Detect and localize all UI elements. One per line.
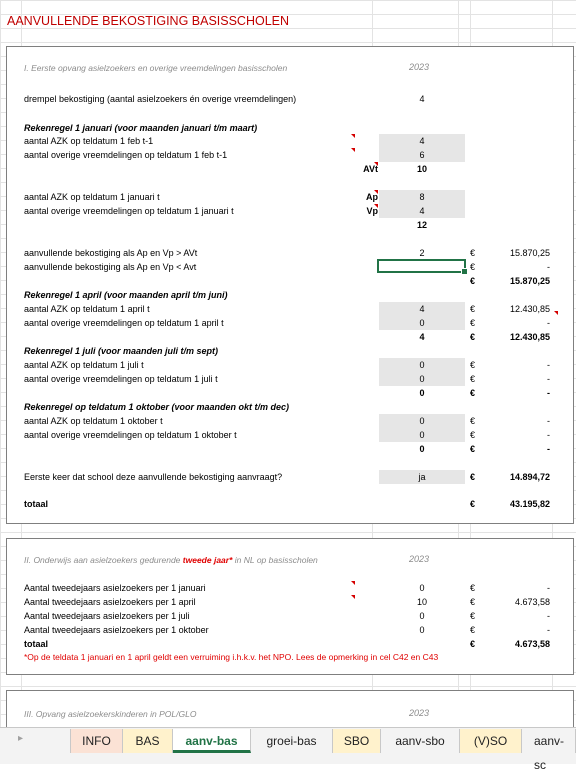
section-3-header: III. Opvang asielzoekerskinderen in POL/GLO <box>24 709 197 719</box>
rule-apr-overig-euro: € <box>470 318 476 328</box>
first-time-amount[interactable]: 14.894,72 <box>509 472 550 482</box>
rule-jul-overig-value[interactable]: 0 <box>379 372 465 386</box>
rule-jan-azk-value[interactable]: 4 <box>379 134 465 148</box>
rule-apr-sum[interactable]: 4 <box>419 332 425 342</box>
tab-vso[interactable]: (V)SO <box>460 729 522 753</box>
ab2-label: aanvullende bekostiging als Ap en Vp < Avt <box>24 262 197 272</box>
section-1-total-euro: € <box>470 499 476 509</box>
row-amount[interactable]: 4.673,58 <box>514 597 550 607</box>
section-3-year: 2023 <box>409 708 430 718</box>
section-2-header <box>24 554 318 566</box>
row-value[interactable]: 0 <box>419 625 425 635</box>
table-row <box>7 609 573 623</box>
rule-okt-sum-euro: € <box>470 444 476 454</box>
rule-okt-azk-amount[interactable]: - <box>547 416 550 426</box>
rule-apr-azk-label: aantal AZK op teldatum 1 april t <box>24 304 150 314</box>
rule-okt-overig-amount[interactable]: - <box>547 430 550 440</box>
tab-sbo[interactable]: SBO <box>333 729 381 753</box>
tab-aanv-bas[interactable]: aanv-bas <box>173 729 251 753</box>
section-2-note: *Op de teldata 1 januari en 1 april geldt een verruiming i.h.k.v. het NPO. Lees de opmerking in cel C42 en C43 <box>24 652 439 662</box>
rule-jan-overig-label: aantal overige vreemdelingen op teldatum 1 feb t-1 <box>24 150 228 160</box>
rule-okt-overig-euro: € <box>470 430 476 440</box>
rule-okt-sum-amount[interactable]: - <box>547 444 550 454</box>
row-value[interactable]: 0 <box>419 611 425 621</box>
section-2-year: 2023 <box>409 554 430 564</box>
comment-marker[interactable] <box>351 581 355 585</box>
section-2-header-part-3: in NL op basisscholen <box>234 555 318 565</box>
rule-jul-title: Rekenregel 1 juli (voor maanden juli t/m sept) <box>24 346 219 356</box>
ab2-amount[interactable]: - <box>547 262 550 272</box>
row-amount[interactable]: - <box>547 583 550 593</box>
section-1-total-label: totaal <box>24 499 49 509</box>
rule-apr-title: Rekenregel 1 april (voor maanden april t/m juni) <box>24 290 228 300</box>
rule-apr-sum-euro: € <box>470 332 476 342</box>
rule-jul-sum-euro: € <box>470 388 476 398</box>
rule-jul-azk-amount[interactable]: - <box>547 360 550 370</box>
comment-marker[interactable] <box>374 190 378 194</box>
rule-jul-sum[interactable]: 0 <box>419 388 425 398</box>
section-1-year: 2023 <box>409 62 430 72</box>
row-euro: € <box>470 611 476 621</box>
rule-apr-azk-amount[interactable]: 12.430,85 <box>509 304 550 314</box>
rule-okt-overig-label: aantal overige vreemdelingen op teldatum 1 oktober t <box>24 430 237 440</box>
section-1-box <box>6 46 574 524</box>
table-row <box>7 623 573 637</box>
ap-value[interactable]: 8 <box>379 190 465 204</box>
sheet-tab-bar <box>0 727 576 772</box>
row-value[interactable]: 0 <box>419 583 425 593</box>
selected-cell[interactable] <box>377 259 466 273</box>
ab1-label: aanvullende bekostiging als Ap en Vp > AVt <box>24 248 198 258</box>
avt-value[interactable]: 10 <box>416 164 427 174</box>
section-2-total-label: totaal <box>24 639 49 649</box>
rule-okt-azk-euro: € <box>470 416 476 426</box>
sheet-title: AANVULLENDE BEKOSTIGING BASISSCHOLEN <box>7 14 290 28</box>
rule-jan-t-sum[interactable]: 12 <box>416 220 427 230</box>
tab-aanv-sbo[interactable]: aanv-sbo <box>381 729 460 753</box>
rule-jan-overig-value[interactable]: 6 <box>379 148 465 162</box>
drempel-label: drempel bekostiging (aantal asielzoekers én overige vreemdelingen) <box>24 94 297 104</box>
ab1-value[interactable]: 2 <box>419 248 425 258</box>
rule-jul-azk-euro: € <box>470 360 476 370</box>
section-2-box <box>6 538 574 675</box>
first-time-euro: € <box>470 472 476 482</box>
ab-total-amount[interactable]: 15.870,25 <box>509 276 550 286</box>
row-amount[interactable]: - <box>547 625 550 635</box>
row-euro: € <box>470 597 476 607</box>
rule-apr-overig-value[interactable]: 0 <box>379 316 465 330</box>
row-label: Aantal tweedejaars asielzoekers per 1 april <box>24 597 196 607</box>
tab-groei-bas[interactable]: groei-bas <box>251 729 333 753</box>
comment-marker[interactable] <box>374 162 378 166</box>
ab2-euro: € <box>470 262 476 272</box>
row-value[interactable]: 10 <box>416 597 427 607</box>
ab-total-euro: € <box>470 276 476 286</box>
rule-jan-azk-label: aantal AZK op teldatum 1 feb t-1 <box>24 136 154 146</box>
first-time-value[interactable]: ja <box>379 470 465 484</box>
rule-jul-azk-label: aantal AZK op teldatum 1 juli t <box>24 360 144 370</box>
vp-value[interactable]: 4 <box>379 204 465 218</box>
rule-okt-sum[interactable]: 0 <box>419 444 425 454</box>
drempel-value[interactable]: 4 <box>419 94 425 104</box>
row-euro: € <box>470 583 476 593</box>
section-2-total-euro: € <box>470 639 476 649</box>
comment-marker[interactable] <box>374 204 378 208</box>
table-row <box>7 581 573 595</box>
rule-jul-azk-value[interactable]: 0 <box>379 358 465 372</box>
vp-label: Vp <box>366 206 378 216</box>
rule-apr-azk-euro: € <box>470 304 476 314</box>
row-amount[interactable]: - <box>547 611 550 621</box>
row-label: Aantal tweedejaars asielzoekers per 1 januari <box>24 583 206 593</box>
rule-jul-overig-amount[interactable]: - <box>547 374 550 384</box>
rule-jan-title: Rekenregel 1 januari (voor maanden januari t/m maart) <box>24 123 258 133</box>
rule-jan-t-overig-label: aantal overige vreemdelingen op teldatum 1 januari t <box>24 206 234 216</box>
rule-jul-sum-amount[interactable]: - <box>547 388 550 398</box>
ab1-euro: € <box>470 248 476 258</box>
rule-okt-azk-label: aantal AZK op teldatum 1 oktober t <box>24 416 163 426</box>
comment-marker[interactable] <box>554 311 558 315</box>
rule-jul-overig-label: aantal overige vreemdelingen op teldatum 1 juli t <box>24 374 218 384</box>
first-time-label: Eerste keer dat school deze aanvullende bekostiging aanvraagt? <box>24 472 283 482</box>
rule-apr-sum-amount[interactable]: 12.430,85 <box>509 332 550 342</box>
triangle-right-icon[interactable]: ▸ <box>18 733 24 744</box>
tab-info[interactable]: INFO <box>70 729 123 753</box>
comment-marker[interactable] <box>351 595 355 599</box>
rule-okt-overig-value[interactable]: 0 <box>379 428 465 442</box>
comment-marker[interactable] <box>351 134 355 138</box>
comment-marker[interactable] <box>351 148 355 152</box>
tab-aanv-sc[interactable]: aanv-sc <box>522 729 576 753</box>
section-2-header-part-1: II. Onderwijs aan asielzoekers gedurende <box>24 555 181 565</box>
rule-okt-title: Rekenregel op teldatum 1 oktober (voor maanden okt t/m dec) <box>24 402 290 412</box>
rule-apr-overig-label: aantal overige vreemdelingen op teldatum 1 april t <box>24 318 224 328</box>
row-label: Aantal tweedejaars asielzoekers per 1 juli <box>24 611 190 621</box>
row-euro: € <box>470 625 476 635</box>
rule-jan-t-azk-label: aantal AZK op teldatum 1 januari t <box>24 192 160 202</box>
section-2-header-emphasis: tweede jaar* <box>182 555 233 565</box>
ab1-amount[interactable]: 15.870,25 <box>509 248 550 258</box>
section-2-total-amount[interactable]: 4.673,58 <box>514 639 550 649</box>
rule-apr-overig-amount[interactable]: - <box>547 318 550 328</box>
section-1-header: I. Eerste opvang asielzoekers en overige vreemdelingen basisscholen <box>24 63 288 73</box>
rule-jul-overig-euro: € <box>470 374 476 384</box>
ap-label: Ap <box>366 192 378 202</box>
row-label: Aantal tweedejaars asielzoekers per 1 oktober <box>24 625 209 635</box>
tab-bas[interactable]: BAS <box>123 729 173 753</box>
rule-apr-azk-value[interactable]: 4 <box>379 302 465 316</box>
rule-okt-azk-value[interactable]: 0 <box>379 414 465 428</box>
table-row <box>7 595 573 609</box>
section-1-total-amount[interactable]: 43.195,82 <box>509 499 550 509</box>
avt-label: AVt <box>363 164 378 174</box>
